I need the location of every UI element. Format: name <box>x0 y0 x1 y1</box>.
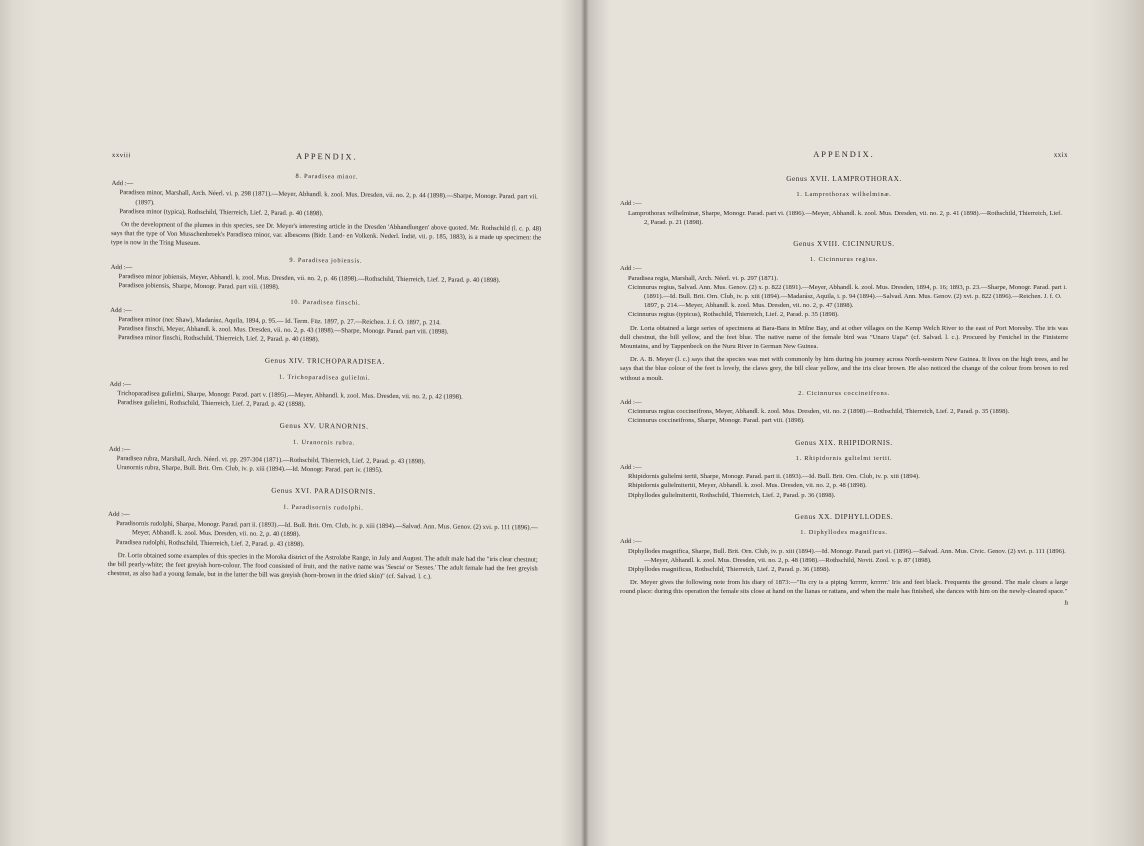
book-gutter <box>560 0 610 846</box>
citation-entry: Uranornis rubra, Sharpe, Bull. Brit. Orn. Club, iv. p. xiii (1894).—Id. Monogr. Parad. part iv. (1895). <box>116 464 383 475</box>
citation-entry: Paradisea minor finschi, Rothschild, Thierreich, Lief. 2, Parad. p. 40 (1898). <box>117 334 320 344</box>
genus-heading: Genus XVII. LAMPROTHORAX. <box>786 175 902 183</box>
right-page-number: xxix <box>1053 152 1068 159</box>
citation-entry: Cicinnurus regius (typicus), Rothschild, Thierreich, Lief. 2, Parad. p. 35 (1898). <box>628 311 839 319</box>
body-paragraph: On the development of the plumes in this species, see Dr. Meyer's interesting article in the Dresden 'Abhandlungen' above quoted. Mr. Rothschild (l. c. p. 48) says that the type of Von Musschenbroek's Paradisea minor, var. albescens (Bidr. Land- en Volkenk. Nederl. Indië, vii. p. 185, 1883), is a made up specimen: the type is now in the Tring Museum. <box>110 221 542 248</box>
citation-entry: Paradisea rudolphi, Rothschild, Thierreich, Lief. 2, Parad. p. 43 (1898). <box>115 538 305 548</box>
citation-entry: Rhipidornis gulielmi tertii, Sharpe, Monogr. Parad. part ii. (1893).—Id. Bull. Brit. Orn. Club, iv. p. xiii (1894). <box>628 473 920 481</box>
genus-heading: Genus XVI. PARADISORNIS. <box>271 487 376 497</box>
right-running-title: APPENDIX. <box>813 150 875 159</box>
genus-heading: Genus XVIII. CICINNURUS. <box>793 240 895 249</box>
citation-entry: Paradisea minor, Marshall, Arch. Néerl. vi. p. 298 (1871).—Meyer, Abhandl. k. zool. Mus. Dresden, vii. no. 2, p. 44 (1898).—Sharpe, Monogr. Parad. part vii. (1897). <box>119 189 538 207</box>
body-paragraph: Dr. Loria obtained some examples of this species in the Moroka district of the Astrolabe Range, in July and August. The adult male had the "iris clear chestnut; the bill pearly-white; the feet greyish horn-colour. The food consisted of fruit, and the native name was 'Sescia' or 'Sesses.' The adult female had the feet greyish chestnut, as also had a young female, but in the latter the bill was greyish (horn-brown in the dried skin)" (cf. Salvad. l. c.). <box>107 551 538 581</box>
genus-heading: Genus XIX. RHIPIDORNIS. <box>795 438 893 447</box>
citation-entry: Rhipidornis gulielmitertii, Meyer, Abhandl. k. zool. Mus. Dresden, vii. no. 2, p. 48 (1898). <box>628 482 867 490</box>
citation-entry: Lamprothorax wilhelminæ, Sharpe, Monogr. Parad. part vi. (1896).—Meyer, Abhandl. k. zool. Mus. Dresden, vii. no. 2, p. 41 (1898).—Rothschild, Thierreich, Lief. 2, Parad. p. 21 (1898). <box>628 209 1062 226</box>
citation-entry: Cicinnurus regius, Salvad. Ann. Mus. Genov. (2) x. p. 822 (1891).—Meyer, Abhandl. k. zool. Mus. Dresden, 1894, p. 16; 1893, p. 23.—Sharpe, Monogr. Parad. part i. (1891).—Id. Bull. Brit. Orn. Club, iv. p. xiii (1894).—Madarász, Aquila, i. p. 94 (1894).—Salvad. Ann. Mus. Genov. (2) xvi. p. 822 (1896).—Reichen. J. f. O. 1897, p. 214.—Meyer, Abhandl. k. zool. Mus. Dresden, vii. no. 2, p. 47 (1898). <box>628 283 1067 310</box>
citation-entry: Paradisea minor (typica), Rothschild, Thierreich, Lief. 2, Parad. p. 40 (1898). <box>119 207 324 218</box>
right-page <box>620 150 1068 607</box>
add-label: Add :— <box>620 200 642 208</box>
citation-entry: Cicinnurus coccineifrons, Sharpe, Monogr. Parad. part viii. (1898). <box>628 417 805 425</box>
body-paragraph: Dr. Meyer gives the following note from his diary of 1873:—"Its cry is a piping 'krrrrrr, krrrrrr.' Iris and feet black. Frequents the ground. The male clears a large round place: during this operation the female sits close at hand on the lianas or rattans, and when the male has finished, she dances with him on the newly-cleared space." <box>620 579 1068 596</box>
add-label: Add :— <box>108 510 130 519</box>
species-heading: 1. Uranornis rubra. <box>292 438 355 447</box>
citation-entry: Paradisea minor jobiensis, Meyer, Abhandl. k. zool. Mus. Dresden, vii. no. 2, p. 46 (1898).—Rothschild, Thierreich, Lief. 2, Parad. p. 40 (1898). <box>118 273 501 285</box>
species-heading: 1. Cicinnurus regius. <box>810 256 878 264</box>
species-heading: 9. Paradisea jobiensis. <box>289 256 363 265</box>
citation-entry: Paradisea regia, Marshall, Arch. Néerl. vi. p. 297 (1871). <box>628 274 778 282</box>
add-label: Add :— <box>110 306 132 314</box>
citation-entry: Diphyllodes magnificus, Rothschild, Thierreich, Lief. 2, Parad. p. 36 (1898). <box>628 565 831 573</box>
species-heading: 10. Paradisea finschi. <box>290 299 361 308</box>
citation-entry: Paradisornis rudolphi, Sharpe, Monogr. Parad. part ii. (1893).—Id. Bull. Brit. Orn. Club, iv. p. xiii (1894).—Salvad. Ann. Mus. Genov. (2) xvi. p. 111 (1896).—Meyer, Abhandl. k. zool. Mus. Dresden, vii. no. 2, p. 40 (1898). <box>116 520 538 539</box>
genus-heading: Genus XIV. TRICHOPARADISEA. <box>264 357 385 367</box>
right-page-body <box>620 175 1068 597</box>
left-page-body <box>108 170 542 583</box>
species-heading: 1. Paradisornis rudolphi. <box>283 503 364 512</box>
citation-entry: Diphyllodes gulielmitertii, Rothschild, Thierreich, Lief. 2, Parad. p. 36 (1898). <box>628 491 836 499</box>
citation-entry: Cicinnurus regius coccineifrons, Meyer, Abhandl. k. zool. Mus. Dresden, vii. no. 2 (1898).—Rothschild, Thierreich, Lief. 2, Parad. p. 35 (1898). <box>628 408 1010 416</box>
signature-mark: h <box>1064 599 1068 607</box>
species-heading: 1. Diphyllodes magnificus. <box>800 529 888 537</box>
left-page <box>108 150 542 583</box>
species-heading: 1. Rhipidornis gulielmi tertii. <box>795 454 893 462</box>
right-running-head <box>620 150 1068 162</box>
species-heading: 8. Paradisea minor. <box>295 172 358 181</box>
citation-entry: Paradisea jobiensis, Sharpe, Monogr. Parad. part viii. (1898). <box>118 282 280 291</box>
add-label: Add :— <box>620 464 642 472</box>
left-running-title: APPENDIX. <box>296 151 358 162</box>
citation-entry: Paradisea rubra, Marshall, Arch. Néerl. vi. pp. 297-304 (1871).—Rothschild, Thierreich, Lief. 2, Parad. p. 43 (1898). <box>116 455 426 466</box>
add-label: Add :— <box>620 538 642 546</box>
add-label: Add :— <box>620 265 642 273</box>
left-page-number: xxviii <box>111 151 131 160</box>
genus-heading: Genus XX. DIPHYLLODES. <box>794 512 894 521</box>
add-label: Add :— <box>111 180 134 188</box>
add-label: Add :— <box>110 263 133 272</box>
citation-entry: Paradisea minor (nec Shaw), Madarász, Aquila, 1894, p. 95.— Id. Term. Füz. 1897, p. 27.—Reichen. J. f. O. 1897, p. 214. <box>118 315 441 327</box>
species-heading: 1. Trichoparadisea gulielmi. <box>278 373 371 382</box>
body-paragraph: Dr. A. B. Meyer (l. c.) says that the species was met with commonly by him during his journey across North-western New Guinea. It lives on the high trees, and he says that the blue colour of the feet is lovely, the claws grey, the bill clear yellow, and the iris clear brown. He also noticed the change of the colour from brown to red without a moult. <box>620 356 1068 382</box>
add-label: Add :— <box>620 399 642 407</box>
add-label: Add :— <box>108 445 131 454</box>
citation-entry: Paradisea gulielmi, Rothschild, Thierreich, Lief. 2, Parad. p. 42 (1898). <box>117 399 306 409</box>
body-paragraph: Dr. Loria obtained a large series of specimens at Bara-Bara in Milne Bay, and at other villages on the Kemp Welch River to the east of Port Moresby. The iris was dull chestnut, the bill yellow, and the feet blue. The native name of the female bird was "Unaro Uapa" (cf. Salvad. l. c.). Procured by Fenichel in the Finisterre Mountains, and by Tappenbeck on the Nuru River in German New Guinea. <box>620 324 1068 351</box>
citation-entry: Paradisea finschi, Meyer, Abhandl. k. zool. Mus. Dresden, vii. no. 2, p. 43 (1898).—Sharpe, Monogr. Parad. part viii. (1898). <box>118 325 449 336</box>
genus-heading: Genus XV. URANORNIS. <box>279 422 369 432</box>
species-heading: 1. Lamprothorax wilhelminæ. <box>796 191 892 199</box>
species-heading: 2. Cicinnurus coccineifrons. <box>798 389 890 397</box>
add-label: Add :— <box>109 380 132 389</box>
citation-entry: Diphyllodes magnifica, Sharpe, Bull. Brit. Orn. Club, iv. p. xiii (1894).—Id. Monogr. Parad. part vi. (1896).—Salvad. Ann. Mus. Civic. Genov. (2) xvi. p. 111 (1896).—Meyer, Abhandl. k. zool. Mus. Dresden, vii. no. 2, p. 48 (1898).—Rothschild, Novit. Zool. v. p. 87 (1898). <box>628 547 1066 564</box>
citation-entry: Trichoparadisea gulielmi, Sharpe, Monogr. Parad. part v. (1895).—Meyer, Abhandl. k. zool. Mus. Dresden, vii. no. 2, p. 42 (1898). <box>117 390 463 401</box>
